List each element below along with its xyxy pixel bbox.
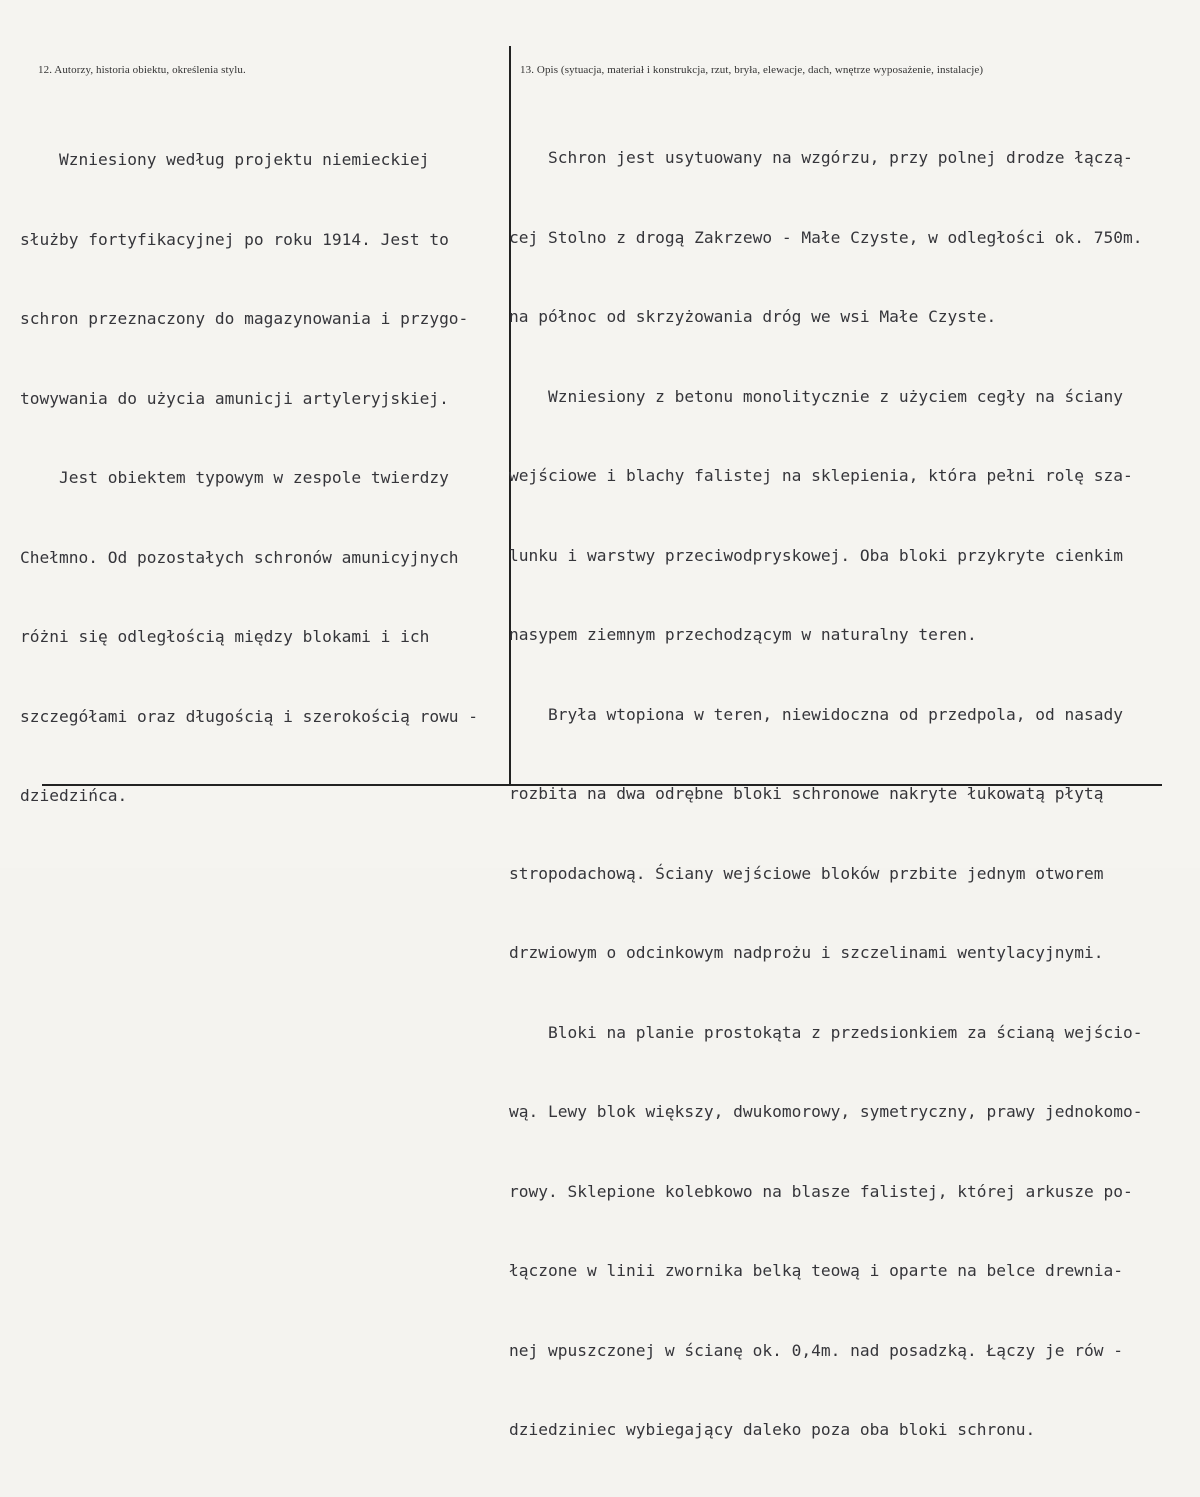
text-line: dziedziniec wybiegający daleko poza oba bloki schronu. <box>509 1420 1036 1439</box>
right-section-text <box>509 92 1142 1497</box>
text-line: stropodachową. Ściany wejściowe bloków przbite jednym otworem <box>509 863 1104 883</box>
right-section-heading: 13. Opis (sytuacja, materiał i konstrukcja, rzut, bryła, elewacje, dach, wnętrze wyposażenie, instalacje) <box>520 64 984 76</box>
text-line: wejściowe i blachy falistej na sklepienia, która pełni rolę sza- <box>509 466 1133 485</box>
left-section-text <box>20 94 478 863</box>
text-line: Chełmno. Od pozostałych schronów amunicyjnych <box>20 547 459 567</box>
text-line: schron przeznaczony do magazynowania i przygo- <box>20 309 469 328</box>
text-line: Wzniesiony z betonu monolitycznie z użyciem cegły na ściany <box>509 386 1123 406</box>
text-line: wą. Lewy blok większy, dwukomorowy, symetryczny, prawy jednokomo- <box>509 1102 1143 1121</box>
text-line: rozbita na dwa odrębne bloki schronowe nakryte łukowatą płytą <box>509 784 1104 803</box>
text-line: na północ od skrzyżowania dróg we wsi Małe Czyste. <box>509 307 997 326</box>
text-line: Bryła wtopiona w teren, niewidoczna od przedpola, od nasady <box>509 704 1123 724</box>
text-line: towywania do użycia amunicji artyleryjskiej. <box>20 388 449 408</box>
text-line: służby fortyfikacyjnej po roku 1914. Jest to <box>20 229 449 249</box>
text-line: rowy. Sklepione kolebkowo na blasze falistej, której arkusze po- <box>509 1181 1133 1201</box>
text-line: dziedzińca. <box>20 786 128 805</box>
text-line: Wzniesiony według projektu niemieckiej <box>20 150 430 169</box>
text-line: Schron jest usytuowany na wzgórzu, przy polnej drodze łączą- <box>509 148 1133 167</box>
text-line: Bloki na planie prostokąta z przedsionkiem za ścianą wejścio- <box>509 1022 1143 1042</box>
text-line: różni się odległością między blokami i ich <box>20 627 430 646</box>
left-section-heading: 12. Autorzy, historia obiektu, określenia stylu. <box>38 64 246 76</box>
text-line: szczegółami oraz długością i szerokością rowu - <box>20 706 479 726</box>
text-line: nasypem ziemnym przechodzącym w naturalny teren. <box>509 625 977 644</box>
text-line: cej Stolno z drogą Zakrzewo - Małe Czyste, w odległości ok. 750m. <box>509 227 1143 247</box>
text-line: drzwiowym o odcinkowym nadprożu i szczelinami wentylacyjnymi. <box>509 943 1104 962</box>
text-line: łączone w linii zwornika belką teową i oparte na belce drewnia- <box>509 1261 1123 1280</box>
text-line: nej wpuszczonej w ścianę ok. 0,4m. nad posadzką. Łączy je rów - <box>509 1340 1123 1360</box>
text-line: Jest obiektem typowym w zespole twierdzy <box>20 468 449 487</box>
text-line: lunku i warstwy przeciwodpryskowej. Oba bloki przykryte cienkim <box>509 545 1123 565</box>
